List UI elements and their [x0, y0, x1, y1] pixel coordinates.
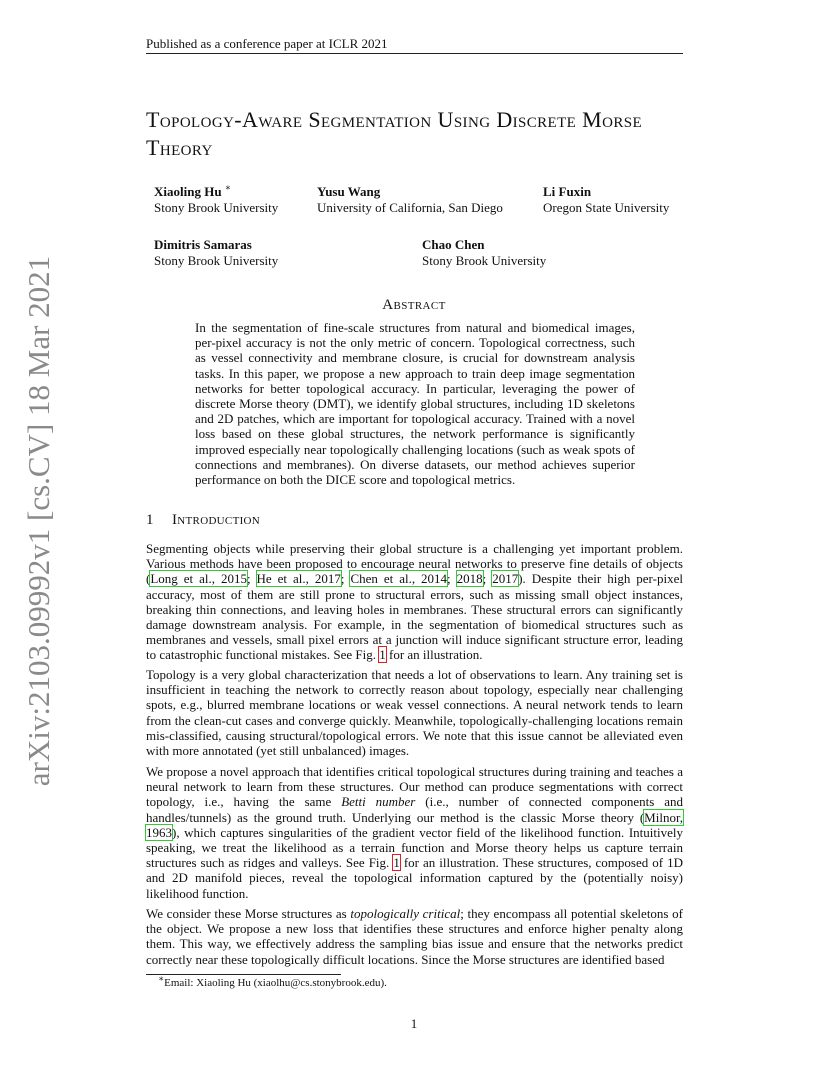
- paragraph: [146, 906, 683, 967]
- text-run: for an illustration. These structures, composed of 1D and 2D manifold pieces, reveal the topological information captured by the (potentially noisy) likelihood function.: [146, 855, 683, 901]
- citation-link[interactable]: Chen et al., 2014: [350, 571, 448, 587]
- citation-link[interactable]: Milnor, 1963: [146, 809, 683, 840]
- text-run: (i.e., number of connected components and handles/tunnels) as the ground truth. Underlying our method is the classic Morse theory (: [146, 794, 683, 825]
- text-run: ; they encompass all potential skeletons of the object. We propose a new loss that identifies these structures and enforce higher penalty along them. This way, we effectively address the sampling bias issue and ensure that the networks predict correctly near these topologically difficult locations. Since the Morse structures are identified based: [146, 906, 683, 967]
- text-run: ;: [340, 571, 351, 587]
- footnote-rule: [146, 974, 341, 975]
- author-name: Yusu Wang: [317, 184, 381, 199]
- paragraph: [146, 764, 683, 901]
- figure-link[interactable]: 1: [393, 855, 400, 871]
- citation-link[interactable]: Long et al., 2015: [150, 571, 247, 587]
- text-run: ;: [246, 571, 257, 587]
- author-name: Li Fuxin: [543, 184, 592, 199]
- figure-link[interactable]: 1: [379, 647, 386, 663]
- emphasis: topologically critical: [350, 906, 461, 921]
- text-run: ;: [447, 571, 457, 587]
- author-affiliation: University of California, San Diego: [317, 200, 503, 215]
- citation-link[interactable]: 2018: [456, 571, 483, 587]
- page-number: 1: [410, 1016, 418, 1031]
- text-run: We consider these Morse structures as: [146, 906, 351, 921]
- author-name: Chao Chen: [422, 237, 485, 252]
- author-block: [422, 237, 546, 269]
- section-title: Introduction: [172, 512, 261, 528]
- author-block: [154, 237, 278, 269]
- footnote-marker: ∗: [158, 973, 165, 984]
- running-header: Published as a conference paper at ICLR 2021: [146, 36, 388, 51]
- text-run: for an illustration.: [385, 647, 483, 663]
- author-affiliation: Stony Brook University: [422, 253, 547, 268]
- text-run: We propose a novel approach that identifies critical topological structures during training and teaches a neural network to learn from these structures. Our method can produce segmentations with correct topology, i.e., having the same: [146, 764, 683, 810]
- text-run: ). Despite their high per-pixel accuracy, most of them are still prone to structural errors, such as missing small object instances, breaking thin connections, and leaving holes in membranes. These structural errors can significantly damage downstream analysis. For example, in the segmentation of biomedical structures such as membranes and vessels, small pixel errors at a junction will induce significant structure error, leading to catastrophic functional mistakes. See Fig.: [146, 571, 683, 663]
- text-run: Segmenting objects while preserving their global structure is a challenging yet important problem. Various methods have been proposed to encourage neural networks to preserve fine details of objects (: [146, 541, 683, 587]
- author-block: [543, 184, 669, 216]
- arxiv-identifier: arXiv:2103.09992v1 [cs.CV] 18 Mar 2021: [21, 255, 56, 786]
- arxiv-sidebar: [14, 255, 64, 786]
- emphasis: Betti number: [341, 794, 416, 810]
- header-rule: [146, 53, 683, 54]
- footnote-marker[interactable]: ∗: [224, 182, 231, 193]
- author-block: [154, 184, 278, 216]
- text-run: ), which captures singularities of the gradient vector field of the likelihood function. Intuitively speaking, we treat the likelihood as a terrain function and Morse theory helps us capture terrain structures such as ridges and valleys. See Fig.: [146, 824, 683, 871]
- paragraph: [146, 541, 683, 663]
- author-name: Dimitris Samaras: [154, 237, 252, 252]
- author-name: Xiaoling Hu: [154, 184, 222, 199]
- abstract-text: In the segmentation of fine-scale structures from natural and biomedical images, per-pixel accuracy is not the only metric of concern. Topological correctness, such as vessel connectivity and membrane closure, is crucial for downstream analysis tasks. In this paper, we propose a new approach to train deep image segmentation networks for better topological accuracy. In particular, leveraging the power of discrete Morse theory (DMT), we identify global structures, including 1D skeletons and 2D patches, which are important for topological accuracy. Trained with a novel loss based on these global structures, the network performance is significantly improved especially near topologically challenging locations (such as weak spots of connections and membranes). On diverse datasets, our method achieves superior performance on both the DICE score and topological metrics.: [195, 320, 635, 488]
- paper-title: Topology-Aware Segmentation Using Discrete Morse Theory: [146, 107, 643, 160]
- author-block: [317, 184, 503, 216]
- citation-link[interactable]: He et al., 2017: [256, 571, 341, 587]
- section-heading: [146, 511, 683, 529]
- citation-link[interactable]: 2017: [492, 571, 519, 587]
- abstract-heading: Abstract: [382, 297, 446, 313]
- text-run: ;: [482, 571, 493, 587]
- footnote-text: Email: Xiaoling Hu (xiaolhu@cs.stonybrook.edu).: [164, 977, 387, 989]
- footnote: [158, 973, 658, 990]
- author-affiliation: Oregon State University: [543, 200, 670, 215]
- section-number: 1: [146, 512, 154, 528]
- author-affiliation: Stony Brook University: [154, 200, 279, 215]
- paragraph: Topology is a very global characterization that needs a lot of observations to learn. Any training set is insufficient in teaching the network to correctly reason about topology, especially near challenging spots, e.g., blurred membrane locations or weak vessel connections. A neural network tends to learn from the clean-cut cases and converge quickly. Meanwhile, topologically-challenging locations remain mis-classified, causing structural/topological errors. We note that this issue cannot be alleviated even with more annotated (yet still unbalanced) images.: [146, 667, 683, 759]
- author-affiliation: Stony Brook University: [154, 253, 279, 268]
